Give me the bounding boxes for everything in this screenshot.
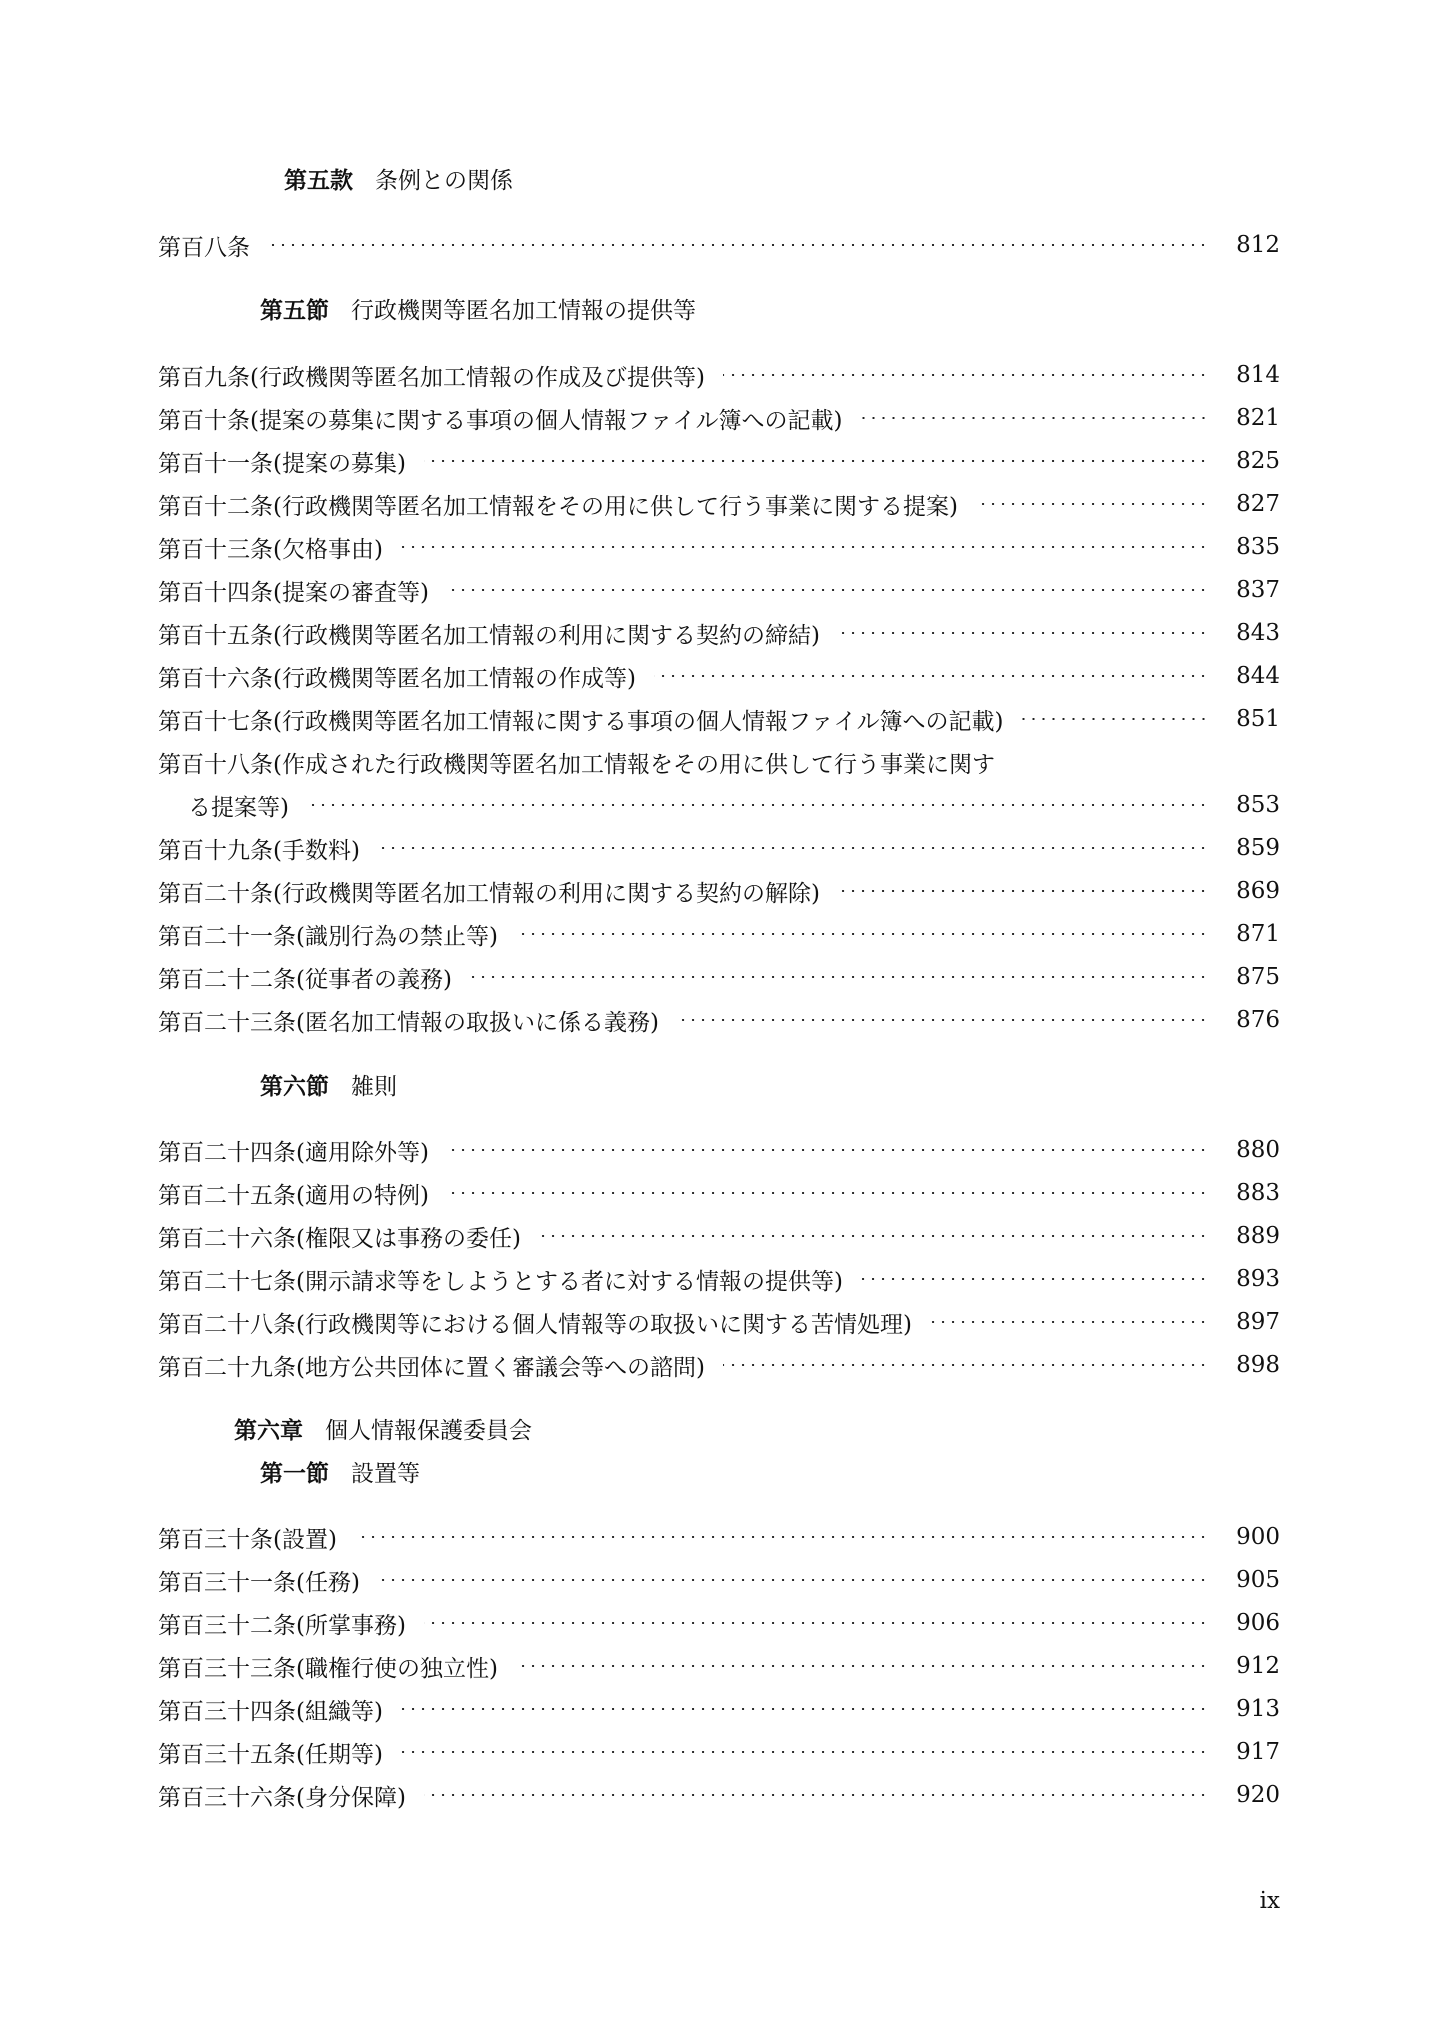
entry-title: 第百二十六条(権限又は事務の委任) xyxy=(158,1225,521,1252)
entry-title: 第百十五条(行政機関等匿名加工情報の利用に関する契約の締結) xyxy=(158,622,820,649)
toc-entry[interactable] xyxy=(158,616,1280,650)
entry-page: 853 xyxy=(1236,792,1280,818)
entry-page: 821 xyxy=(1236,405,1280,431)
dot-leader xyxy=(861,1278,1208,1280)
dot-leader xyxy=(861,417,1209,419)
dot-leader xyxy=(516,933,1208,935)
dot-leader xyxy=(401,1708,1208,1710)
entry-page: 920 xyxy=(1236,1782,1280,1808)
entry-title: 第百二十条(行政機関等匿名加工情報の利用に関する契約の解除) xyxy=(158,880,820,907)
dot-leader xyxy=(307,804,1208,806)
entry-page: 851 xyxy=(1236,706,1280,732)
toc-entry[interactable] xyxy=(158,1692,1280,1726)
entry-title: 第百二十九条(地方公共団体に置く審議会等への諮問) xyxy=(158,1354,705,1381)
heading-label: 第六章 xyxy=(234,1418,303,1444)
dot-leader xyxy=(930,1321,1208,1323)
section-heading xyxy=(260,296,696,326)
entry-title: 第百二十一条(識別行為の禁止等) xyxy=(158,923,498,950)
entry-page: 837 xyxy=(1236,577,1280,603)
toc-entry[interactable] xyxy=(158,960,1280,994)
entry-page: 897 xyxy=(1236,1309,1280,1335)
toc-entry[interactable] xyxy=(158,1649,1280,1683)
toc-entry[interactable] xyxy=(158,358,1280,392)
entry-title: 第百三十五条(任期等) xyxy=(158,1741,383,1768)
entry-title-continuation: る提案等) xyxy=(188,794,289,821)
heading-title: 行政機関等匿名加工情報の提供等 xyxy=(351,298,696,324)
dot-leader xyxy=(424,460,1208,462)
toc-entry[interactable] xyxy=(158,1563,1280,1597)
entry-page: 869 xyxy=(1236,878,1280,904)
entry-title: 第百三十条(設置) xyxy=(158,1526,337,1553)
entry-title: 第百八条 xyxy=(158,234,250,261)
entry-title: 第百二十三条(匿名加工情報の取扱いに係る義務) xyxy=(158,1009,659,1036)
dot-leader xyxy=(378,1579,1208,1581)
toc-entry[interactable] xyxy=(158,1262,1280,1296)
heading-label: 第五節 xyxy=(260,298,329,324)
entry-page: 812 xyxy=(1236,232,1280,258)
dot-leader xyxy=(401,546,1208,548)
entry-page: 900 xyxy=(1236,1524,1280,1550)
heading-title: 条例との関係 xyxy=(375,168,513,194)
toc-entry[interactable] xyxy=(158,487,1280,521)
toc-entry[interactable] xyxy=(158,228,1280,262)
dot-leader xyxy=(654,675,1208,677)
entry-page: 889 xyxy=(1236,1223,1280,1249)
entry-title: 第百三十二条(所掌事務) xyxy=(158,1612,406,1639)
entry-page: 898 xyxy=(1236,1352,1280,1378)
toc-entry[interactable] xyxy=(158,659,1280,693)
entry-title: 第百十八条(作成された行政機関等匿名加工情報をその用に供して行う事業に関す xyxy=(158,751,995,778)
entry-page: 827 xyxy=(1236,491,1280,517)
entry-title: 第百十九条(手数料) xyxy=(158,837,360,864)
entry-page: 893 xyxy=(1236,1266,1280,1292)
entry-page: 917 xyxy=(1236,1739,1280,1765)
entry-title: 第百三十一条(任務) xyxy=(158,1569,360,1596)
dot-leader xyxy=(516,1665,1208,1667)
entry-page: 843 xyxy=(1236,620,1280,646)
entry-title: 第百十七条(行政機関等匿名加工情報に関する事項の個人情報ファイル簿への記載) xyxy=(158,708,1004,735)
entry-title: 第百二十五条(適用の特例) xyxy=(158,1182,429,1209)
entry-page: 913 xyxy=(1236,1696,1280,1722)
dot-leader xyxy=(355,1536,1208,1538)
section-heading xyxy=(260,1459,420,1489)
toc-entry[interactable] xyxy=(158,1735,1280,1769)
entry-title: 第百十一条(提案の募集) xyxy=(158,450,406,477)
heading-label: 第一節 xyxy=(260,1461,329,1487)
dot-leader xyxy=(447,1192,1208,1194)
toc-entry[interactable] xyxy=(158,917,1280,951)
entry-title: 第百十四条(提案の審査等) xyxy=(158,579,429,606)
toc-entry[interactable] xyxy=(158,1219,1280,1253)
entry-page: 876 xyxy=(1236,1007,1280,1033)
toc-entry[interactable] xyxy=(158,573,1280,607)
toc-entry[interactable] xyxy=(158,1305,1280,1339)
dot-leader xyxy=(378,847,1208,849)
entry-title: 第百三十三条(職権行使の独立性) xyxy=(158,1655,498,1682)
toc-entry-first-line[interactable] xyxy=(158,745,995,779)
entry-title: 第百九条(行政機関等匿名加工情報の作成及び提供等) xyxy=(158,364,705,391)
section-heading xyxy=(260,1072,397,1102)
dot-leader xyxy=(723,374,1208,376)
toc-entry[interactable] xyxy=(158,1778,1280,1812)
entry-page: 906 xyxy=(1236,1610,1280,1636)
toc-entry[interactable] xyxy=(158,1606,1280,1640)
dot-leader xyxy=(424,1622,1208,1624)
chapter-heading xyxy=(234,1416,532,1446)
toc-entry-continuation[interactable] xyxy=(188,788,1280,822)
entry-page: 871 xyxy=(1236,921,1280,947)
dot-leader xyxy=(447,589,1208,591)
entry-page: 875 xyxy=(1236,964,1280,990)
entry-title: 第百十六条(行政機関等匿名加工情報の作成等) xyxy=(158,665,636,692)
heading-label: 第六節 xyxy=(260,1074,329,1100)
toc-entry[interactable] xyxy=(158,874,1280,908)
entry-page: 905 xyxy=(1236,1567,1280,1593)
toc-entry[interactable] xyxy=(158,530,1280,564)
entry-title: 第百十三条(欠格事由) xyxy=(158,536,383,563)
section-heading xyxy=(284,166,513,196)
toc-entry[interactable] xyxy=(158,1133,1280,1167)
entry-title: 第百二十七条(開示請求等をしようとする者に対する情報の提供等) xyxy=(158,1268,843,1295)
toc-entry[interactable] xyxy=(158,444,1280,478)
entry-title: 第百二十二条(従事者の義務) xyxy=(158,966,452,993)
toc-entry[interactable] xyxy=(158,702,1280,736)
heading-label: 第五款 xyxy=(284,168,353,194)
entry-page: 883 xyxy=(1236,1180,1280,1206)
entry-page: 912 xyxy=(1236,1653,1280,1679)
dot-leader xyxy=(447,1149,1208,1151)
entry-page: 880 xyxy=(1236,1137,1280,1163)
dot-leader xyxy=(401,1751,1208,1753)
entry-page: 825 xyxy=(1236,448,1280,474)
dot-leader xyxy=(838,890,1208,892)
dot-leader xyxy=(470,976,1208,978)
entry-page: 814 xyxy=(1236,362,1280,388)
heading-title: 設置等 xyxy=(351,1461,420,1487)
dot-leader xyxy=(539,1235,1208,1237)
entry-page: 844 xyxy=(1236,663,1280,689)
heading-title: 雑則 xyxy=(351,1074,397,1100)
dot-leader xyxy=(838,632,1208,634)
entry-title: 第百二十四条(適用除外等) xyxy=(158,1139,429,1166)
toc-entry[interactable] xyxy=(158,1176,1280,1210)
entry-page: 859 xyxy=(1236,835,1280,861)
dot-leader xyxy=(1022,718,1209,720)
dot-leader xyxy=(723,1364,1208,1366)
entry-title: 第百十条(提案の募集に関する事項の個人情報ファイル簿への記載) xyxy=(158,407,843,434)
dot-leader xyxy=(268,244,1208,246)
entry-title: 第百三十六条(身分保障) xyxy=(158,1784,406,1811)
dot-leader xyxy=(976,503,1208,505)
dot-leader xyxy=(677,1019,1208,1021)
heading-title: 個人情報保護委員会 xyxy=(325,1418,532,1444)
page-number: ix xyxy=(1259,1888,1280,1914)
toc-entry[interactable] xyxy=(158,1003,1280,1037)
toc-entry[interactable] xyxy=(158,1520,1280,1554)
entry-title: 第百十二条(行政機関等匿名加工情報をその用に供して行う事業に関する提案) xyxy=(158,493,958,520)
toc-entry[interactable] xyxy=(158,401,1280,435)
entry-title: 第百二十八条(行政機関等における個人情報等の取扱いに関する苦情処理) xyxy=(158,1311,912,1338)
toc-entry[interactable] xyxy=(158,1348,1280,1382)
entry-title: 第百三十四条(組織等) xyxy=(158,1698,383,1725)
dot-leader xyxy=(424,1794,1208,1796)
entry-page: 835 xyxy=(1236,534,1280,560)
toc-entry[interactable] xyxy=(158,831,1280,865)
